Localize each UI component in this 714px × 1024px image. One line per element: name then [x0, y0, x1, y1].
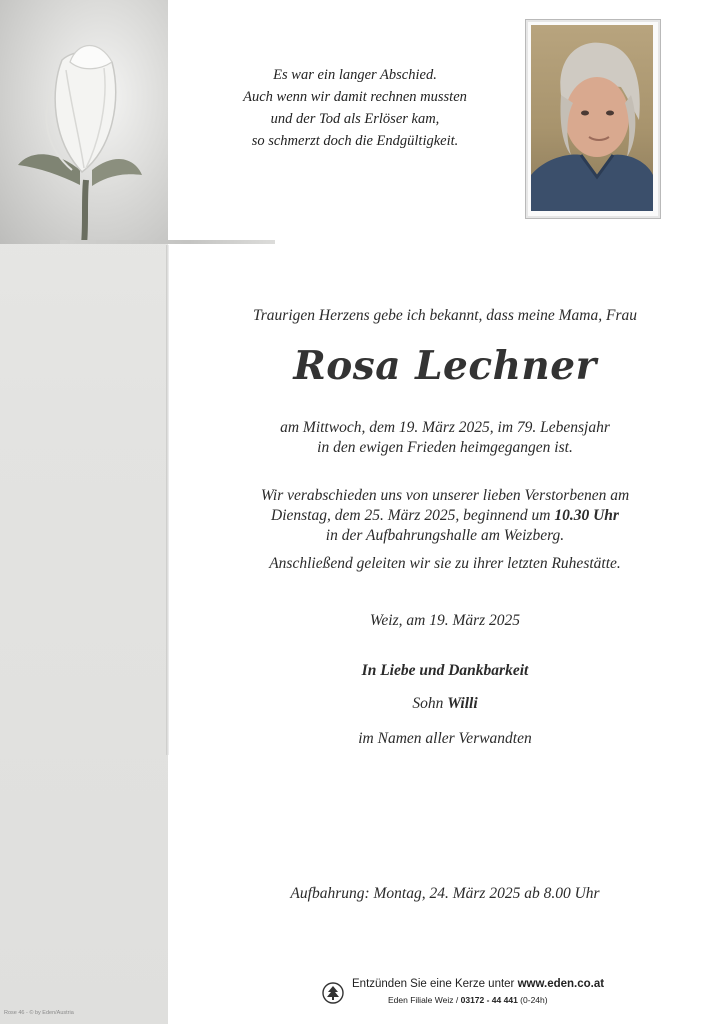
- portrait-frame: [525, 19, 661, 219]
- farewell-text: [185, 486, 705, 546]
- closing-phrase: In Liebe und Dankbarkeit: [361, 662, 529, 679]
- decorative-rule: [60, 240, 275, 244]
- verse-line: Es war ein langer Abschied.: [273, 67, 437, 83]
- verse: [205, 64, 505, 152]
- farewell-line: in der Aufbahrungshalle am Weizberg.: [325, 527, 565, 544]
- verse-line: und der Tod als Erlöser kam,: [270, 111, 440, 127]
- farewell-line: Wir verabschieden uns von unserer lieben Verstorbenen am: [260, 487, 630, 504]
- verse-line: so schmerzt doch die Endgültigkeit.: [251, 133, 459, 149]
- burial-text: Anschließend geleiten wir sie zu ihrer letzten Ruhestätte.: [269, 555, 621, 572]
- deceased-name: Rosa Lechner: [293, 343, 597, 389]
- candle-text: Entzünden Sie eine Kerze unter: [352, 978, 518, 990]
- white-rose-icon: [0, 0, 168, 244]
- farewell-date: Dienstag, dem 25. März 2025, beginnend um: [271, 507, 555, 524]
- eden-tree-logo-icon: [322, 982, 344, 1004]
- intro-text: Traurigen Herzens gebe ich bekannt, dass meine Mama, Frau: [252, 307, 637, 324]
- death-text: [185, 418, 705, 458]
- portrait-photo: [531, 25, 653, 211]
- death-line: in den ewigen Frieden heimgegangen ist.: [317, 439, 573, 456]
- hours-text: (0-24h): [517, 995, 548, 1005]
- branch-text: Eden Filiale Weiz /: [388, 995, 461, 1005]
- copyright-text: Rose 46 - © by Eden/Austria: [4, 1010, 74, 1016]
- farewell-time: 10.30 Uhr: [554, 507, 619, 524]
- portrait-icon: [531, 25, 653, 211]
- rose-image: [0, 0, 168, 244]
- mourner-name: Willi: [447, 695, 478, 712]
- farewell-line: [185, 506, 705, 526]
- death-line: am Mittwoch, dem 19. März 2025, im 79. Lebensjahr: [280, 419, 610, 436]
- mourner: [185, 695, 705, 713]
- side-panel-edge: [166, 245, 169, 755]
- branch-line: [388, 995, 548, 1005]
- phone-number: 03172 - 44 441: [460, 995, 518, 1005]
- place-date: Weiz, am 19. März 2025: [369, 612, 521, 629]
- relatives-text: im Namen aller Verwandten: [358, 730, 532, 747]
- candle-line: [352, 978, 604, 990]
- mourner-label: Sohn: [412, 695, 448, 712]
- website-link[interactable]: www.eden.co.at: [517, 978, 605, 990]
- verse-line: Auch wenn wir damit rechnen mussten: [243, 89, 467, 105]
- viewing-text: Aufbahrung: Montag, 24. März 2025 ab 8.00 Uhr: [290, 885, 600, 902]
